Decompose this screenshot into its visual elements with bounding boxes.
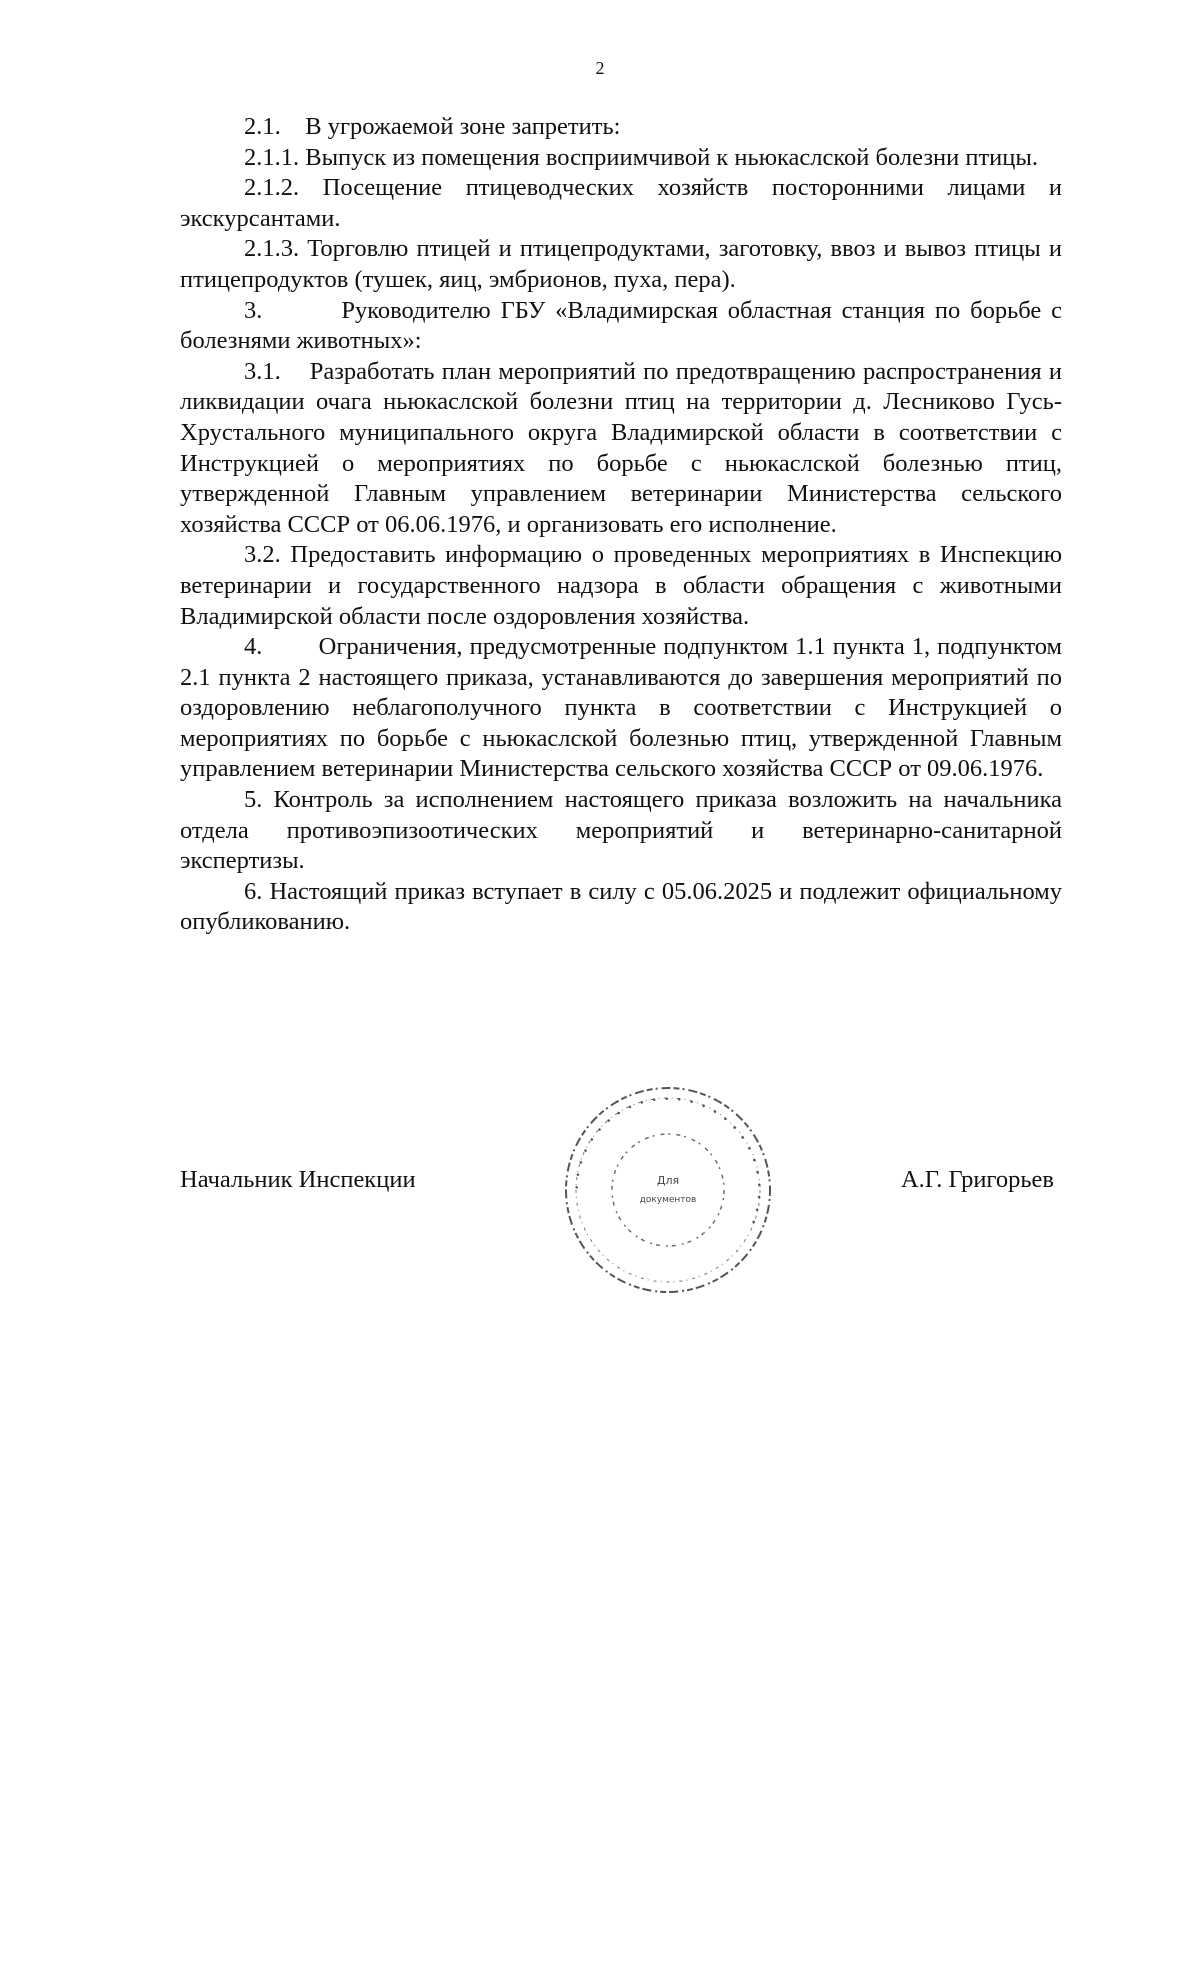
paragraph-2-1: 2.1. В угрожаемой зоне запретить: — [244, 113, 621, 140]
paragraph-2-1-2: 2.1.2. Посещение птицеводческих хозяйств посторонними лицами и экскурсантами. — [180, 174, 1062, 232]
paragraph-2-1-3: 2.1.3. Торговлю птицей и птицепродуктами, заготовку, ввоз и вывоз птицы и птицепродуктов (тушек, яиц, эмбрионов, пуха, пера). — [180, 235, 1062, 293]
stamp-center-line1: Для — [656, 1174, 680, 1187]
signatory-title: Начальник Инспекции — [180, 1166, 416, 1193]
paragraph-4: 4. Ограничения, предусмотренные подпунктом 1.1 пункта 1, подпунктом 2.1 пункта 2 настоящего приказа, устанавливаются до завершения мероприятий по оздоровлению неблагополучного пункта в соответствии с Инструкцией о мероприятиях по борьбе с ньюкаслской болезнью птиц, утвержденной Главным управлением ветеринарии Министерства сельского хозяйства СССР от 09.06.1976. — [180, 633, 1062, 783]
page-number: 2 — [595, 58, 605, 78]
stamp-center-line2: документов — [639, 1195, 697, 1205]
paragraph-3: 3. Руководителю ГБУ «Владимирская областная станция по борьбе с болезнями животных»: — [180, 296, 1062, 355]
signatory-name: А.Г. Григорьев — [900, 1166, 1054, 1193]
paragraph-3-2: 3.2. Предоставить информацию о проведенных мероприятиях в Инспекцию ветеринарии и государственного надзора в области обращения с животными Владимирской области после оздоровления хозяйства. — [180, 541, 1062, 630]
paragraph-6: 6. Настоящий приказ вступает в силу с 05.06.2025 и подлежит официальному опубликованию. — [180, 877, 1062, 936]
official-stamp — [558, 1080, 778, 1300]
paragraph-2-1-1: 2.1.1. Выпуск из помещения восприимчивой к ньюкаслской болезни птицы. — [244, 143, 1038, 171]
signature-block — [180, 1080, 1062, 1310]
document-body — [180, 112, 1062, 938]
paragraph-3-1: 3.1. Разработать план мероприятий по предотвращению распространения и ликвидации очага ньюкаслской болезни птиц на территории д. Лесниково Гусь-Хрустального муниципального округа Владимирской области в соответствии с Инструкцией о мероприятиях по борьбе с ньюкаслской болезнью птиц, утвержденной Главным управлением ветеринарии Министерства сельского хозяйства СССР от 06.06.1976, и организовать его исполнение. — [180, 357, 1062, 538]
svg-text:• • • • • • • • • • • • • • •: • • • • • • • • • • • • • • • • • • • • • • • • • • — [572, 1094, 764, 1228]
paragraph-5: 5. Контроль за исполнением настоящего приказа возложить на начальника отдела противоэпизоотических мероприятий и ветеринарно-санитарной экспертизы. — [180, 786, 1062, 875]
